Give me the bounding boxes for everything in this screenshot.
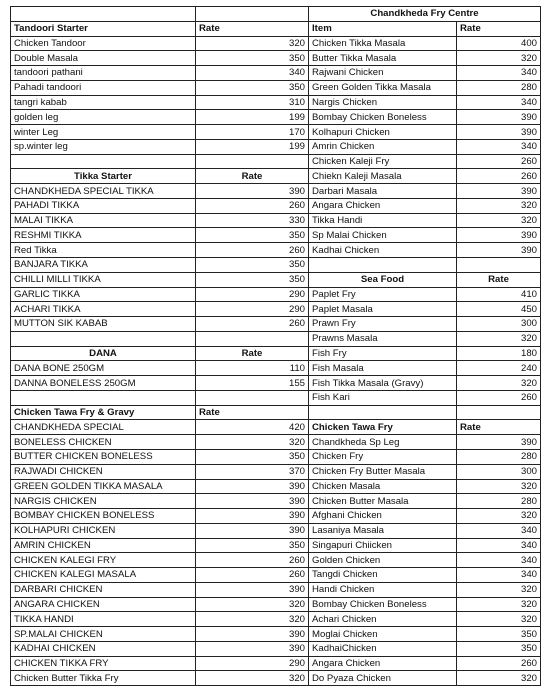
left-rate-cell: 350 xyxy=(196,272,309,287)
menu-table-body xyxy=(11,7,541,686)
menu-row xyxy=(11,376,541,391)
left-rate-cell: 390 xyxy=(196,184,309,199)
left-item-cell: sp.winter leg xyxy=(11,139,196,154)
left-item-cell: TIKKA HANDI xyxy=(11,612,196,627)
right-rate-cell: 320 xyxy=(457,509,541,524)
right-rate-cell: 320 xyxy=(457,597,541,612)
left-item-cell: AMRIN CHICKEN xyxy=(11,538,196,553)
right-rate-cell: 320 xyxy=(457,198,541,213)
right-item-cell: Angara Chicken xyxy=(309,656,457,671)
left-rate-cell xyxy=(196,331,309,346)
menu-row xyxy=(11,228,541,243)
menu-row xyxy=(11,198,541,213)
left-rate-cell: 370 xyxy=(196,464,309,479)
right-rate-cell: 300 xyxy=(457,317,541,332)
menu-row xyxy=(11,21,541,36)
right-item-cell: Kolhapuri Chicken xyxy=(309,125,457,140)
left-rate-cell: 320 xyxy=(196,612,309,627)
right-item-cell: Singapuri Chiicken xyxy=(309,538,457,553)
left-rate-cell: 330 xyxy=(196,213,309,228)
left-rate-cell: 260 xyxy=(196,553,309,568)
right-item-cell: Amrin Chicken xyxy=(309,139,457,154)
rate-heading: Rate xyxy=(196,346,309,361)
right-item-cell: Lasaniya Masala xyxy=(309,523,457,538)
menu-row xyxy=(11,435,541,450)
left-rate-cell: 350 xyxy=(196,449,309,464)
right-item-cell: Golden Chicken xyxy=(309,553,457,568)
left-rate-cell: 390 xyxy=(196,627,309,642)
left-item-cell: CHICKEN KALEGI FRY xyxy=(11,553,196,568)
left-rate-cell: 260 xyxy=(196,317,309,332)
menu-row xyxy=(11,272,541,287)
left-item-cell: CHANDKHEDA SPECIAL xyxy=(11,420,196,435)
right-item-cell: Chicken Masala xyxy=(309,479,457,494)
right-item-cell: Tangdi Chicken xyxy=(309,568,457,583)
section-heading: Item xyxy=(309,21,457,36)
left-item-cell: KOLHAPURI CHICKEN xyxy=(11,523,196,538)
right-item-cell: Prawns Masala xyxy=(309,331,457,346)
menu-row xyxy=(11,494,541,509)
menu-row xyxy=(11,612,541,627)
menu-row xyxy=(11,627,541,642)
menu-row xyxy=(11,213,541,228)
right-item-cell: Angara Chicken xyxy=(309,198,457,213)
menu-row xyxy=(11,509,541,524)
left-rate-cell: 260 xyxy=(196,243,309,258)
left-rate-cell xyxy=(196,154,309,169)
right-rate-cell: 240 xyxy=(457,361,541,376)
section-heading: Chicken Tawa Fry & Gravy xyxy=(11,405,196,420)
right-item-cell: Fish Kari xyxy=(309,390,457,405)
right-item-cell xyxy=(309,258,457,273)
left-item-cell: tandoori pathani xyxy=(11,66,196,81)
right-item-cell: Chiekn Kaleji Masala xyxy=(309,169,457,184)
right-rate-cell: 320 xyxy=(457,213,541,228)
right-rate-cell: 410 xyxy=(457,287,541,302)
right-item-cell: Kadhai Chicken xyxy=(309,243,457,258)
menu-row xyxy=(11,553,541,568)
menu-row xyxy=(11,464,541,479)
left-rate-cell: 350 xyxy=(196,228,309,243)
left-item-cell: golden leg xyxy=(11,110,196,125)
right-rate-cell: 320 xyxy=(457,331,541,346)
rate-heading: Rate xyxy=(196,405,309,420)
right-item-cell: KadhaiChicken xyxy=(309,641,457,656)
right-rate-cell: 280 xyxy=(457,80,541,95)
right-item-cell: Fish Masala xyxy=(309,361,457,376)
right-item-cell: Fish Fry xyxy=(309,346,457,361)
rate-heading: Rate xyxy=(457,272,541,287)
right-item-cell: Afghani Chicken xyxy=(309,509,457,524)
section-heading: Chicken Tawa Fry xyxy=(309,420,457,435)
menu-row xyxy=(11,597,541,612)
menu-sheet xyxy=(10,6,538,686)
right-rate-cell: 320 xyxy=(457,479,541,494)
left-rate-cell: 390 xyxy=(196,523,309,538)
menu-row xyxy=(11,331,541,346)
menu-row xyxy=(11,302,541,317)
restaurant-title: Chandkheda Fry Centre xyxy=(309,7,541,22)
menu-row xyxy=(11,671,541,686)
left-item-cell: DARBARI CHICKEN xyxy=(11,582,196,597)
left-item-cell xyxy=(11,390,196,405)
left-rate-cell: 170 xyxy=(196,125,309,140)
right-item-cell: Fish Tikka Masala (Gravy) xyxy=(309,376,457,391)
right-rate-cell: 320 xyxy=(457,51,541,66)
right-rate-cell: 300 xyxy=(457,464,541,479)
left-rate-cell: 350 xyxy=(196,80,309,95)
left-item-cell: GARLIC TIKKA xyxy=(11,287,196,302)
right-item-cell: Green Golden Tikka Masala xyxy=(309,80,457,95)
right-item-cell: Chicken Tikka Masala xyxy=(309,36,457,51)
menu-row xyxy=(11,80,541,95)
left-item-cell xyxy=(11,331,196,346)
left-rate-cell: 390 xyxy=(196,582,309,597)
right-item-cell: Butter Tikka Masala xyxy=(309,51,457,66)
right-item-cell: Chicken Fry Butter Masala xyxy=(309,464,457,479)
left-item-cell: tangri kabab xyxy=(11,95,196,110)
menu-row xyxy=(11,125,541,140)
left-item-cell: ANGARA CHICKEN xyxy=(11,597,196,612)
left-rate-cell: 390 xyxy=(196,509,309,524)
right-rate-cell: 260 xyxy=(457,169,541,184)
right-item-cell: Paplet Fry xyxy=(309,287,457,302)
right-rate-cell: 390 xyxy=(457,125,541,140)
left-item-cell: winter Leg xyxy=(11,125,196,140)
section-heading: DANA xyxy=(11,346,196,361)
menu-row xyxy=(11,405,541,420)
section-heading: Tikka Starter xyxy=(11,169,196,184)
left-rate-cell: 390 xyxy=(196,641,309,656)
right-rate-cell: 340 xyxy=(457,538,541,553)
right-rate-cell: 340 xyxy=(457,523,541,538)
left-rate-cell: 290 xyxy=(196,302,309,317)
right-rate-cell: 340 xyxy=(457,66,541,81)
left-rate-cell: 260 xyxy=(196,198,309,213)
right-rate-cell: 390 xyxy=(457,243,541,258)
left-item-cell: NARGIS CHICKEN xyxy=(11,494,196,509)
menu-row xyxy=(11,479,541,494)
rate-heading: Rate xyxy=(457,21,541,36)
right-rate-cell: 340 xyxy=(457,553,541,568)
right-item-cell: Bombay Chicken Boneless xyxy=(309,597,457,612)
right-rate-cell: 390 xyxy=(457,184,541,199)
right-item-cell: Chicken Kaleji Fry xyxy=(309,154,457,169)
menu-row xyxy=(11,139,541,154)
right-rate-cell: 260 xyxy=(457,656,541,671)
right-item-cell: Moglai Chicken xyxy=(309,627,457,642)
rate-heading: Rate xyxy=(196,21,309,36)
left-rate-cell: 320 xyxy=(196,597,309,612)
right-rate-cell: 400 xyxy=(457,36,541,51)
menu-table xyxy=(10,6,541,686)
menu-row xyxy=(11,449,541,464)
menu-row xyxy=(11,110,541,125)
section-heading: Sea Food xyxy=(309,272,457,287)
left-item-cell: KADHAI CHICKEN xyxy=(11,641,196,656)
left-rate-cell: 350 xyxy=(196,258,309,273)
left-item-cell: GREEN GOLDEN TIKKA MASALA xyxy=(11,479,196,494)
right-item-cell: Tikka Handi xyxy=(309,213,457,228)
left-rate-cell: 320 xyxy=(196,671,309,686)
left-item-cell xyxy=(11,154,196,169)
right-item-cell: Handi Chicken xyxy=(309,582,457,597)
left-item-cell: DANNA BONELESS 250GM xyxy=(11,376,196,391)
left-item-cell: Red Tikka xyxy=(11,243,196,258)
right-item-cell: Chicken Fry xyxy=(309,449,457,464)
left-rate-cell: 155 xyxy=(196,376,309,391)
menu-row xyxy=(11,154,541,169)
left-item-cell: BANJARA TIKKA xyxy=(11,258,196,273)
left-rate-cell xyxy=(196,390,309,405)
right-rate-cell xyxy=(457,405,541,420)
section-heading: Tandoori Starter xyxy=(11,21,196,36)
right-rate-cell: 340 xyxy=(457,139,541,154)
right-rate-cell: 390 xyxy=(457,435,541,450)
left-item-cell: CHICKEN KALEGI MASALA xyxy=(11,568,196,583)
menu-row xyxy=(11,390,541,405)
right-rate-cell: 340 xyxy=(457,568,541,583)
menu-row xyxy=(11,420,541,435)
left-rate-cell: 390 xyxy=(196,494,309,509)
right-item-cell xyxy=(309,405,457,420)
right-rate-cell: 320 xyxy=(457,582,541,597)
left-item-cell: Double Masala xyxy=(11,51,196,66)
right-rate-cell: 350 xyxy=(457,641,541,656)
left-item-cell: MUTTON SIK KABAB xyxy=(11,317,196,332)
left-rate-cell: 260 xyxy=(196,568,309,583)
left-rate-cell: 350 xyxy=(196,538,309,553)
left-item-cell: Chicken Butter Tikka Fry xyxy=(11,671,196,686)
right-rate-cell: 450 xyxy=(457,302,541,317)
left-item-cell: RAJWADI CHICKEN xyxy=(11,464,196,479)
right-rate-cell: 260 xyxy=(457,390,541,405)
menu-row xyxy=(11,169,541,184)
menu-row xyxy=(11,51,541,66)
left-rate-cell: 310 xyxy=(196,95,309,110)
left-rate-cell: 290 xyxy=(196,656,309,671)
right-rate-cell: 180 xyxy=(457,346,541,361)
left-item-cell: SP.MALAI CHICKEN xyxy=(11,627,196,642)
left-item-cell: CHANDKHEDA SPECIAL TIKKA xyxy=(11,184,196,199)
rate-heading: Rate xyxy=(457,420,541,435)
menu-row xyxy=(11,184,541,199)
left-rate-cell: 199 xyxy=(196,110,309,125)
menu-row xyxy=(11,66,541,81)
right-item-cell: Prawn Fry xyxy=(309,317,457,332)
left-item-cell: PAHADI TIKKA xyxy=(11,198,196,213)
title-row xyxy=(11,7,541,22)
left-item-cell: CHILLI MILLI TIKKA xyxy=(11,272,196,287)
right-rate-cell: 320 xyxy=(457,612,541,627)
menu-row xyxy=(11,641,541,656)
left-rate-cell: 390 xyxy=(196,479,309,494)
menu-row xyxy=(11,287,541,302)
left-rate-cell: 320 xyxy=(196,435,309,450)
menu-row xyxy=(11,582,541,597)
right-item-cell: Chicken Butter Masala xyxy=(309,494,457,509)
left-item-cell: RESHMI TIKKA xyxy=(11,228,196,243)
right-item-cell: Achari Chicken xyxy=(309,612,457,627)
left-item-cell: Pahadi tandoori xyxy=(11,80,196,95)
right-rate-cell xyxy=(457,258,541,273)
left-rate-cell: 199 xyxy=(196,139,309,154)
menu-row xyxy=(11,656,541,671)
left-item-cell: BONELESS CHICKEN xyxy=(11,435,196,450)
menu-row xyxy=(11,538,541,553)
menu-row xyxy=(11,258,541,273)
right-item-cell: Darbari Masala xyxy=(309,184,457,199)
right-item-cell: Do Pyaza Chicken xyxy=(309,671,457,686)
right-item-cell: Chandkheda Sp Leg xyxy=(309,435,457,450)
left-item-cell: MALAI TIKKA xyxy=(11,213,196,228)
menu-row xyxy=(11,95,541,110)
left-rate-cell: 340 xyxy=(196,66,309,81)
right-rate-cell: 320 xyxy=(457,376,541,391)
title-spacer-cell xyxy=(11,7,196,22)
left-item-cell: CHICKEN TIKKA FRY xyxy=(11,656,196,671)
menu-row xyxy=(11,523,541,538)
left-rate-cell: 420 xyxy=(196,420,309,435)
menu-row xyxy=(11,346,541,361)
left-rate-cell: 320 xyxy=(196,36,309,51)
menu-row xyxy=(11,243,541,258)
right-rate-cell: 320 xyxy=(457,671,541,686)
rate-heading: Rate xyxy=(196,169,309,184)
left-item-cell: Chicken Tandoor xyxy=(11,36,196,51)
left-rate-cell: 350 xyxy=(196,51,309,66)
left-item-cell: BUTTER CHICKEN BONELESS xyxy=(11,449,196,464)
title-spacer-cell xyxy=(196,7,309,22)
left-rate-cell: 290 xyxy=(196,287,309,302)
right-item-cell: Rajwani Chicken xyxy=(309,66,457,81)
right-item-cell: Bombay Chicken Boneless xyxy=(309,110,457,125)
right-rate-cell: 390 xyxy=(457,228,541,243)
right-rate-cell: 340 xyxy=(457,95,541,110)
menu-row xyxy=(11,36,541,51)
right-rate-cell: 280 xyxy=(457,449,541,464)
menu-row xyxy=(11,568,541,583)
right-rate-cell: 350 xyxy=(457,627,541,642)
left-rate-cell: 110 xyxy=(196,361,309,376)
left-item-cell: BOMBAY CHICKEN BONELESS xyxy=(11,509,196,524)
right-rate-cell: 280 xyxy=(457,494,541,509)
right-item-cell: Sp Malai Chicken xyxy=(309,228,457,243)
menu-row xyxy=(11,361,541,376)
right-rate-cell: 390 xyxy=(457,110,541,125)
right-item-cell: Paplet Masala xyxy=(309,302,457,317)
right-rate-cell: 260 xyxy=(457,154,541,169)
right-item-cell: Nargis Chicken xyxy=(309,95,457,110)
left-item-cell: ACHARI TIKKA xyxy=(11,302,196,317)
menu-row xyxy=(11,317,541,332)
left-item-cell: DANA BONE 250GM xyxy=(11,361,196,376)
